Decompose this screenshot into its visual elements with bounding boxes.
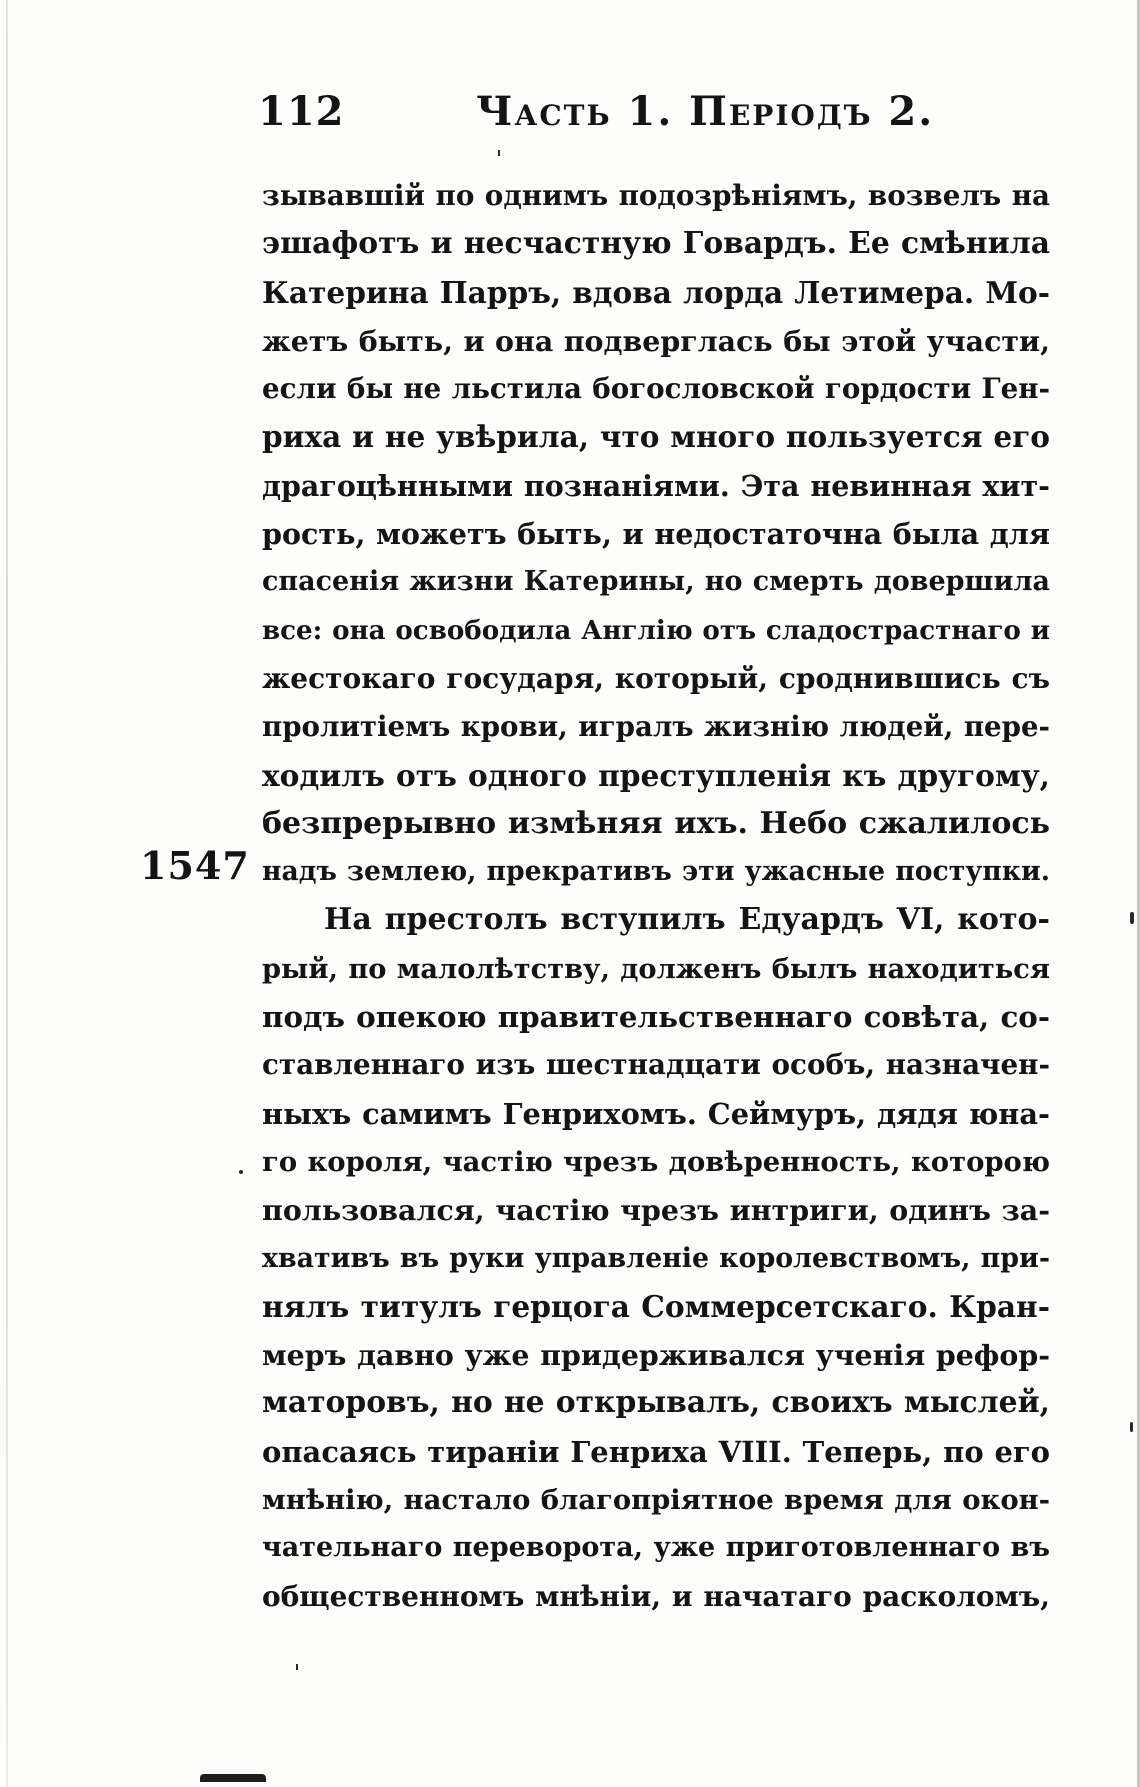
text-line: общественномъ мнѣніи, и начатаго расколомъ, bbox=[262, 1579, 1050, 1613]
body-text bbox=[262, 172, 1050, 1621]
text-line: безпрерывно измѣняя ихъ. Небо сжалилось bbox=[262, 805, 1050, 841]
text-line: мнѣнію, настало благопріятное время для окон- bbox=[262, 1484, 1050, 1517]
text-line: ходилъ отъ одного преступленія къ другому, bbox=[262, 757, 1050, 793]
bottom-ink-smudge bbox=[200, 1774, 266, 1782]
text-line: пролитіемъ крови, игралъ жизнію людей, пере- bbox=[262, 710, 1050, 744]
text-line: зывавшій по однимъ подозрѣніямъ, возвелъ на bbox=[262, 179, 1050, 212]
margin-year-note: 1547 bbox=[140, 843, 250, 888]
text-line: чательнаго переворота, уже приготовленнаго въ bbox=[262, 1532, 1050, 1564]
text-line: все: она освободила Англію отъ сладострастнаго и bbox=[262, 614, 1050, 646]
text-line: го короля, частію чрезъ довѣренность, которою bbox=[262, 1145, 1050, 1178]
text-line: опасаясь тираніи Генриха VIII. Теперь, по его bbox=[262, 1434, 1050, 1469]
page-header bbox=[258, 88, 1058, 144]
text-line: ставленнаго изъ шестнадцати особъ, назначен- bbox=[262, 1048, 1050, 1082]
scan-speck bbox=[239, 1170, 243, 1174]
text-line: ныхъ самимъ Генрихомъ. Сеймуръ, дядя юна- bbox=[262, 1096, 1050, 1131]
text-line: нялъ титулъ герцога Соммерсетскаго. Кран- bbox=[262, 1288, 1050, 1324]
text-line-paragraph-start: На престолъ вступилъ Едуардъ VI, кото- bbox=[324, 902, 1050, 938]
text-line: если бы не льстила богословской гордости Ген- bbox=[262, 372, 1050, 406]
text-line: рость, можетъ быть, и недостаточна была для bbox=[262, 517, 1050, 552]
scan-speck bbox=[1130, 912, 1134, 924]
text-line: жетъ быть, и она подверглась бы этой участи, bbox=[262, 323, 1050, 358]
text-line: эшафотъ и несчастную Говардъ. Ее смѣнила bbox=[262, 226, 1050, 262]
page-number: 112 bbox=[258, 88, 345, 135]
running-head: Часть 1. Періодъ 2. bbox=[476, 88, 935, 135]
text-line: драгоцѣнными познаніями. Эта невинная хит- bbox=[262, 468, 1050, 503]
text-line: хвативъ въ руки управленіе королевствомъ, при- bbox=[262, 1242, 1050, 1274]
text-line: надъ землею, прекративъ эти ужасные поступки. bbox=[262, 856, 1050, 888]
text-line: Катерина Парръ, вдова лорда Летимера. Мо- bbox=[262, 274, 1050, 310]
text-line: маторовъ, но не открывалъ, своихъ мыслей, bbox=[262, 1385, 1050, 1421]
text-line: подъ опекою правительственнаго совѣта, со- bbox=[262, 999, 1050, 1035]
text-line: риха и не увѣрила, что много пользуется его bbox=[262, 419, 1050, 455]
scan-speck bbox=[296, 1664, 298, 1670]
scan-speck bbox=[1130, 1422, 1133, 1432]
text-line: пользовался, частію чрезъ интриги, одинъ за- bbox=[262, 1193, 1050, 1228]
text-line: жестокаго государя, который, сроднившись съ bbox=[262, 661, 1050, 695]
scan-edge-left bbox=[6, 0, 8, 1787]
text-line: рый, по малолѣтству, долженъ былъ находиться bbox=[262, 952, 1050, 985]
scan-speck bbox=[498, 150, 500, 156]
text-line: меръ давно уже придерживался ученія рефор- bbox=[262, 1338, 1050, 1373]
text-line: спасенія жизни Катерины, но смерть довершила bbox=[262, 566, 1050, 598]
